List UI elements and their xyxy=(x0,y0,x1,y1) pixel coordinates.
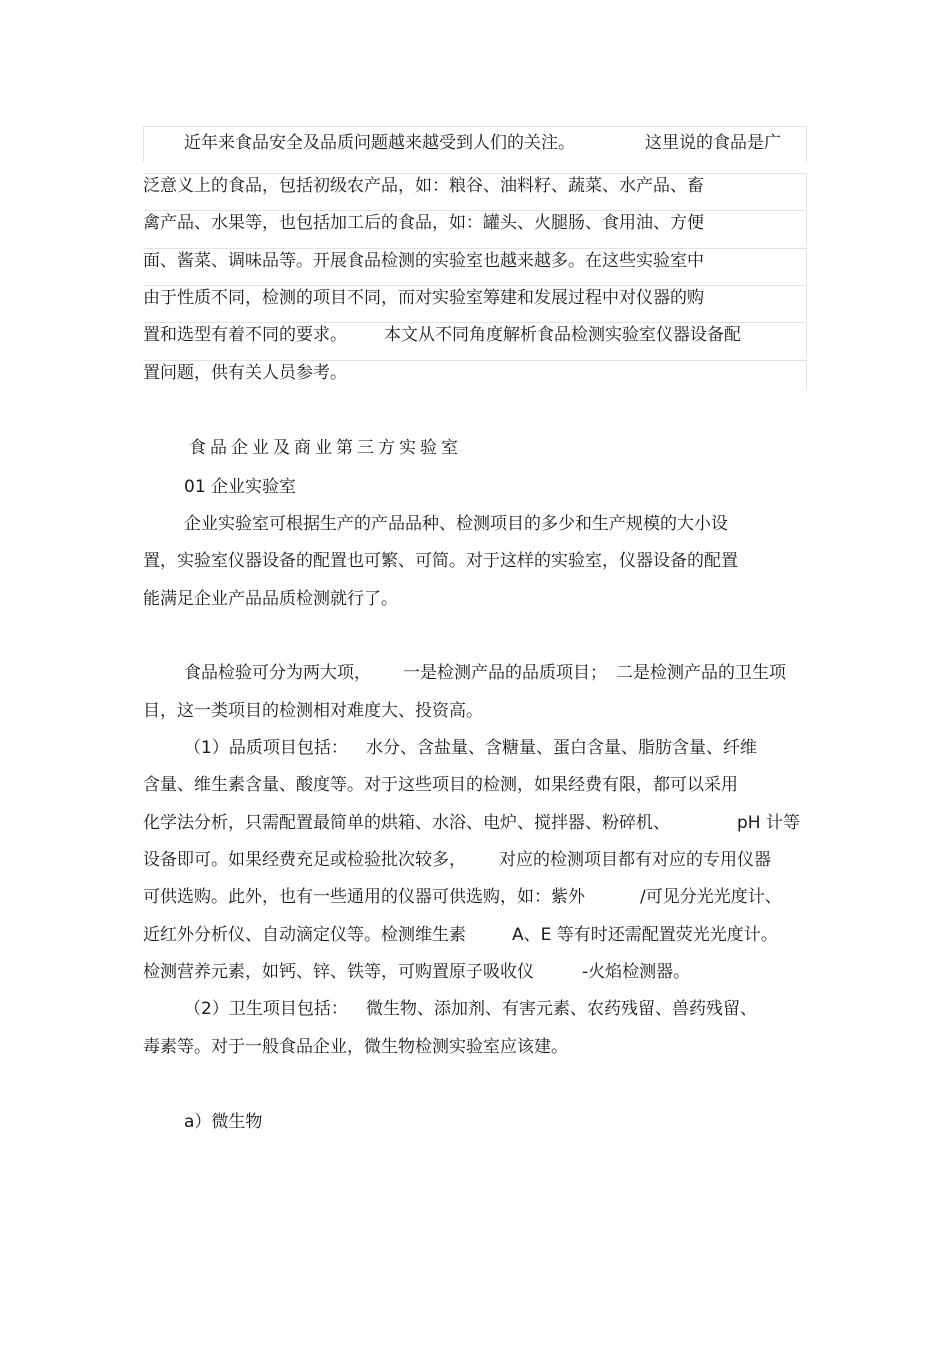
enterprise-line-3: 能满足企业产品品质检测就行了。 xyxy=(143,589,398,609)
quality-line-4b: 对应的检测项目都有对应的专用仪器 xyxy=(499,850,771,870)
quality-line-3b: pH 计等 xyxy=(737,813,800,833)
enterprise-line-1: 企业实验室可根据生产的产品品种、检测项目的多少和生产规模的大小设 xyxy=(184,514,728,534)
enterprise-line-2: 置，实验室仪器设备的配置也可繁、可简。对于这样的实验室，仪器设备的配置 xyxy=(143,551,738,571)
inspection-line-1b: 一是检测产品的品质项目； xyxy=(403,663,607,683)
section-heading: 食品企业及商业第三方实验室 xyxy=(189,438,462,458)
intro-line-3: 禽产品、水果等，也包括加工后的食品，如：罐头、火腿肠、食用油、方便 xyxy=(143,213,704,233)
quality-line-2: 含量、维生素含量、酸度等。对于这些项目的检测，如果经费有限，都可以采用 xyxy=(143,775,738,795)
intro-line-5: 由于性质不同，检测的项目不同，而对实验室筹建和发展过程中对仪器的购 xyxy=(143,288,704,308)
intro-line-4: 面、酱菜、调味品等。开展食品检测的实验室也越来越多。在这些实验室中 xyxy=(143,251,704,271)
intro-line-6a: 置和选型有着不同的要求。 xyxy=(143,325,347,345)
quality-line-1a: （1）品质项目包括： xyxy=(184,738,348,758)
inspection-line-1c: 二是检测产品的卫生项 xyxy=(616,663,786,683)
quality-line-7a: 检测营养元素，如钙、锌、铁等，可购置原子吸收仪 xyxy=(143,962,534,982)
quality-line-6b: A、E 等有时还需配置荧光光度计。 xyxy=(512,925,778,945)
intro-line-2: 泛意义上的食品，包括初级农产品，如：粮谷、油料籽、蔬菜、水产品、畜 xyxy=(143,176,704,196)
subheading-enterprise-lab: 01 企业实验室 xyxy=(184,477,297,497)
quality-line-3a: 化学法分析，只需配置最简单的烘箱、水浴、电炉、搅拌器、粉碎机、 xyxy=(143,813,670,833)
intro-line-1b: 这里说的食品是广 xyxy=(645,133,781,153)
hygiene-line-1b: 微生物、添加剂、有害元素、农药残留、兽药残留、 xyxy=(366,999,757,1019)
quality-line-5b: /可见分光光度计、 xyxy=(640,887,782,907)
quality-line-6a: 近红外分析仪、自动滴定仪等。检测维生素 xyxy=(143,925,466,945)
intro-border-left xyxy=(143,126,144,162)
quality-line-5a: 可供选购。此外，也有一些通用的仪器可供选购，如：紫外 xyxy=(143,887,585,907)
intro-line-6b: 本文从不同角度解析食品检测实验室仪器设备配 xyxy=(384,325,741,345)
quality-line-1b: 水分、含盐量、含糖量、蛋白含量、脂肪含量、纤维 xyxy=(366,738,757,758)
hygiene-line-1a: （2）卫生项目包括： xyxy=(184,999,348,1019)
intro-line-1a: 近年来食品安全及品质问题越来越受到人们的关注。 xyxy=(184,133,575,153)
inspection-line-2: 目，这一类项目的检测相对难度大、投资高。 xyxy=(143,701,483,721)
hygiene-line-2: 毒素等。对于一般食品企业，微生物检测实验室应该建。 xyxy=(143,1037,568,1057)
quality-line-4a: 设备即可。如果经费充足或检验批次较多， xyxy=(143,850,466,870)
subheading-microbiology: a）微生物 xyxy=(184,1112,263,1132)
quality-line-7b: -火焰检测器。 xyxy=(582,962,691,982)
intro-line-7: 置问题，供有关人员参考。 xyxy=(143,363,347,383)
inspection-line-1a: 食品检验可分为两大项， xyxy=(184,663,371,683)
